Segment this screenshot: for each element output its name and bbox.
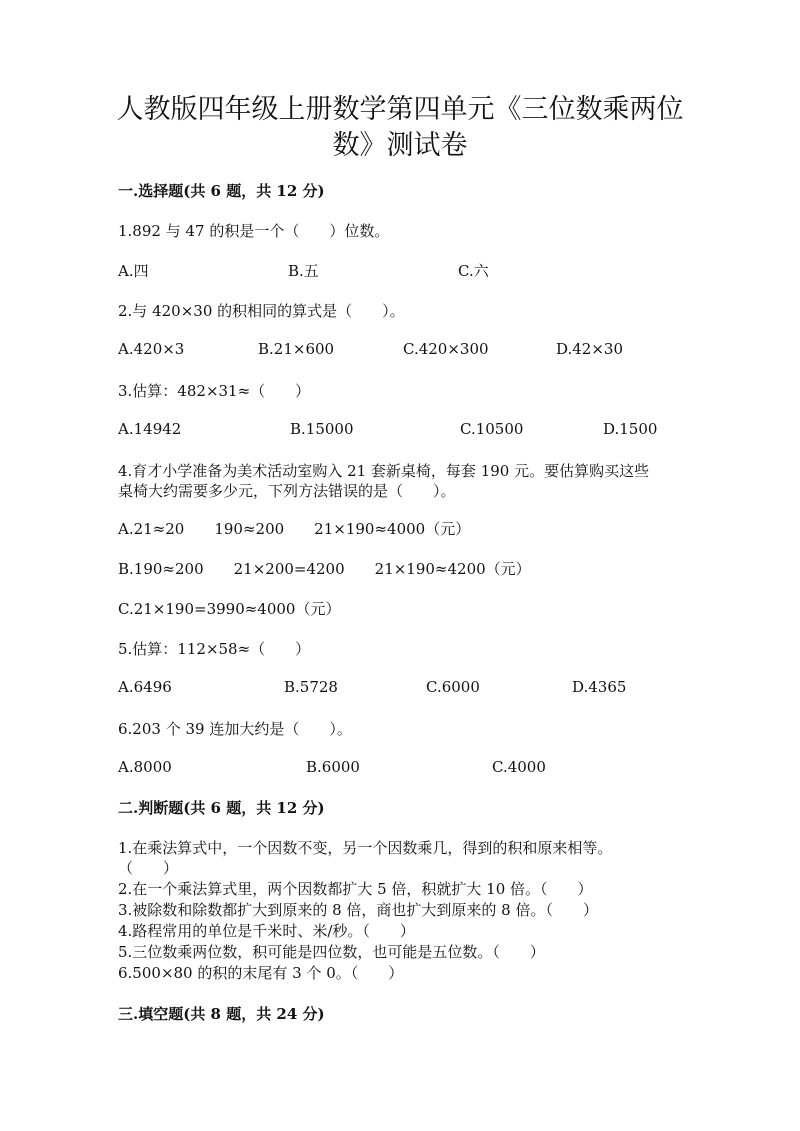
option: A.四 [118,262,149,280]
option: C.6000 [426,678,480,696]
question-text: 2.与 420×30 的积相同的算式是（ ）。 [118,302,405,320]
option: B.6000 [306,758,360,776]
question-text: 1.892 与 47 的积是一个（ ）位数。 [118,222,390,240]
page-title-line2: 数》测试卷 [332,130,468,161]
option: B.21×600 [258,340,335,358]
question-text: 5.估算：112×58≈（ ） [118,640,311,658]
judge-item: （ ） [118,859,179,877]
option: C.4000 [492,758,546,776]
section-heading-choice: 一.选择题(共 6 题，共 12 分) [118,182,325,200]
option: C.10500 [460,420,524,438]
judge-item: 6.500×80 的积的末尾有 3 个 0。（ ） [118,964,404,982]
judge-item: 1.在乘法算式中，一个因数不变，另一个因数乘几，得到的积和原来相等。 [118,839,613,857]
option: C.420×300 [403,340,489,358]
page-title-line1: 人教版四年级上册数学第四单元《三位数乘两位 [116,94,684,125]
question-text: 3.估算：482×31≈（ ） [118,382,311,400]
question-text: 6.203 个 39 连加大约是（ ）。 [118,720,352,738]
option: B.15000 [290,420,354,438]
question-text: 4.育才小学准备为美术活动室购入 21 套新桌椅，每套 190 元。要估算购买这些 [118,462,650,480]
option: A.14942 [118,420,182,438]
option: C.21×190=3990≈4000（元） [118,600,341,618]
option: A.420×3 [118,340,185,358]
section-heading-fill: 三.填空题(共 8 题，共 24 分) [118,1005,325,1023]
option: B.190≈200 21×200=4200 21×190≈4200（元） [118,560,531,578]
question-text: 桌椅大约需要多少元，下列方法错误的是（ ）。 [118,482,456,500]
option: D.42×30 [556,340,624,358]
option: C.六 [458,262,489,280]
judge-item: 2.在一个乘法算式里，两个因数都扩大 5 倍，积就扩大 10 倍。（ ） [118,880,593,898]
option: B.5728 [284,678,338,696]
section-heading-judge: 二.判断题(共 6 题，共 12 分) [118,799,325,817]
option: B.五 [288,262,319,280]
option: A.8000 [118,758,172,776]
judge-item: 3.被除数和除数都扩大到原来的 8 倍，商也扩大到原来的 8 倍。（ ） [118,901,598,919]
judge-item: 4.路程常用的单位是千米时、米/秒。（ ） [118,922,415,940]
option: D.1500 [603,420,658,438]
option: A.6496 [118,678,172,696]
judge-item: 5.三位数乘两位数，积可能是四位数，也可能是五位数。（ ） [118,943,545,961]
option: A.21≈20 190≈200 21×190≈4000（元） [118,520,471,538]
option: D.4365 [572,678,627,696]
